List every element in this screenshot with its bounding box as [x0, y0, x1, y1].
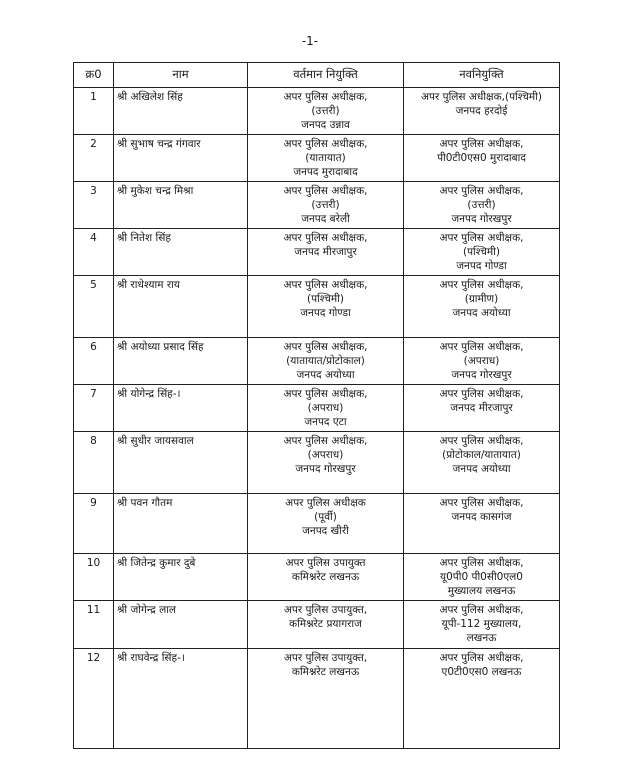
page-number: -1- — [301, 34, 319, 48]
posting-line: जनपद एटा — [304, 416, 347, 428]
table-row — [74, 88, 560, 135]
officer-name-cell: श्री अयोध्या प्रसाद सिंह — [114, 338, 248, 385]
posting-line: अपर पुलिस उपायुक्त — [285, 557, 366, 569]
posting-line: लखनऊ — [466, 632, 497, 644]
table-body — [74, 88, 560, 749]
serial-cell: 9 — [74, 494, 114, 554]
posting-line: (यातायात) — [305, 152, 346, 164]
posting-line: जनपद अयोध्या — [452, 307, 511, 319]
officer-name-cell: श्री पवन गौतम — [114, 494, 248, 554]
posting-line: जनपद अयोध्या — [296, 369, 355, 381]
table-row — [74, 182, 560, 229]
new-posting-cell — [404, 649, 560, 749]
posting-line: अपर पुलिस अधीक्षक, — [283, 185, 368, 197]
officer-name-cell: श्री सुधीर जायसवाल — [114, 432, 248, 494]
table-row — [74, 229, 560, 276]
current-posting-cell — [248, 135, 404, 182]
officer-name-cell: श्री राघवेन्द्र सिंह-। — [114, 649, 248, 749]
posting-line: जनपद बरेली — [301, 213, 350, 225]
posting-line: अपर पुलिस अधीक्षक, — [283, 138, 368, 150]
posting-line: अपर पुलिस अधीक्षक, — [283, 279, 368, 291]
posting-line: ए0टी0एस0 लखनऊ — [441, 666, 522, 678]
current-posting-cell — [248, 432, 404, 494]
posting-line: जनपद कासगंज — [451, 511, 512, 523]
posting-line: अपर पुलिस अधीक्षक, — [439, 341, 524, 353]
officer-name-cell: श्री जोगेन्द्र लाल — [114, 601, 248, 649]
new-posting-cell — [404, 601, 560, 649]
posting-line: कमिश्नरेट प्रयागराज — [289, 618, 362, 630]
table-row — [74, 276, 560, 338]
posting-line: कमिश्नरेट लखनऊ — [291, 666, 360, 678]
table-row — [74, 135, 560, 182]
table-row — [74, 554, 560, 601]
current-posting-cell — [248, 494, 404, 554]
serial-cell: 4 — [74, 229, 114, 276]
header-name: नाम — [114, 63, 248, 88]
table-row — [74, 649, 560, 749]
posting-line: अपर पुलिस अधीक्षक, — [283, 388, 368, 400]
posting-line: जनपद गोरखपुर — [295, 463, 356, 475]
transfer-table — [73, 62, 560, 749]
new-posting-cell — [404, 88, 560, 135]
posting-line: जनपद मीरजापुर — [450, 402, 513, 414]
posting-line: (उत्तरी) — [311, 199, 340, 211]
posting-line: (उत्तरी) — [467, 199, 496, 211]
posting-line: अपर पुलिस अधीक्षक, — [283, 341, 368, 353]
serial-cell: 3 — [74, 182, 114, 229]
current-posting-cell — [248, 385, 404, 432]
serial-cell: 10 — [74, 554, 114, 601]
posting-line: जनपद मुरादाबाद — [293, 166, 358, 178]
current-posting-cell — [248, 554, 404, 601]
posting-line: अपर पुलिस अधीक्षक, — [439, 652, 524, 664]
header-new-posting: नवनियुक्ति — [404, 63, 560, 88]
new-posting-cell — [404, 385, 560, 432]
posting-line: अपर पुलिस अधीक्षक, — [439, 435, 524, 447]
table-row — [74, 338, 560, 385]
officer-name-cell: श्री योगेन्द्र सिंह-। — [114, 385, 248, 432]
serial-cell: 1 — [74, 88, 114, 135]
new-posting-cell — [404, 229, 560, 276]
posting-line: जनपद अयोध्या — [452, 463, 511, 475]
posting-line: अपर पुलिस अधीक्षक, — [439, 604, 524, 616]
posting-line: अपर पुलिस उपायुक्त, — [283, 652, 368, 664]
posting-line: (पश्चिमी) — [462, 246, 500, 258]
posting-line: जनपद गोण्डा — [456, 260, 507, 272]
header-current-posting: वर्तमान नियुक्ति — [248, 63, 404, 88]
new-posting-cell — [404, 338, 560, 385]
table-row — [74, 432, 560, 494]
posting-line: अपर पुलिस अधीक्षक, — [439, 232, 524, 244]
posting-line: जनपद गोरखपुर — [451, 213, 512, 225]
posting-line: जनपद उन्नाव — [301, 119, 350, 131]
serial-cell: 6 — [74, 338, 114, 385]
posting-line: अपर पुलिस अधीक्षक, — [439, 185, 524, 197]
current-posting-cell — [248, 338, 404, 385]
posting-line: अपर पुलिस अधीक्षक, — [439, 138, 524, 150]
posting-line: अपर पुलिस अधीक्षक, — [283, 91, 368, 103]
posting-line: (पूर्वी) — [314, 511, 337, 523]
officer-name-cell: श्री मुकेश चन्द्र मिश्रा — [114, 182, 248, 229]
table-header-row — [74, 63, 560, 88]
posting-line: (यातायात/प्रोटोकाल) — [286, 355, 365, 367]
posting-line: (अपराध) — [463, 355, 500, 367]
posting-line: (पश्चिमी) — [306, 293, 344, 305]
serial-cell: 7 — [74, 385, 114, 432]
posting-line: अपर पुलिस अधीक्षक, — [283, 232, 368, 244]
posting-line: (प्रोटोकाल/यातायात) — [442, 449, 521, 461]
header-serial: क्र0 — [74, 63, 114, 88]
new-posting-cell — [404, 135, 560, 182]
new-posting-cell — [404, 182, 560, 229]
posting-line: जनपद गोरखपुर — [451, 369, 512, 381]
posting-line: पी0टी0एस0 मुरादाबाद — [437, 152, 526, 164]
new-posting-cell — [404, 494, 560, 554]
posting-line: अपर पुलिस अधीक्षक, — [439, 279, 524, 291]
posting-line: अपर पुलिस अधीक्षक,(पश्चिमी) — [421, 91, 542, 103]
posting-line: (उत्तरी) — [311, 105, 340, 117]
posting-line: जनपद गोण्डा — [300, 307, 351, 319]
posting-line: मुख्यालय लखनऊ — [447, 585, 516, 597]
current-posting-cell — [248, 182, 404, 229]
table-row — [74, 494, 560, 554]
posting-line: जनपद हरदोई — [455, 105, 508, 117]
new-posting-cell — [404, 432, 560, 494]
posting-line: अपर पुलिस अधीक्षक, — [439, 388, 524, 400]
officer-name-cell: श्री जितेन्द्र कुमार दुबे — [114, 554, 248, 601]
posting-line: अपर पुलिस अधीक्षक, — [439, 557, 524, 569]
posting-line: अपर पुलिस उपायुक्त, — [283, 604, 368, 616]
current-posting-cell — [248, 229, 404, 276]
posting-line: अपर पुलिस अधीक्षक — [285, 497, 366, 509]
posting-line: (अपराध) — [307, 402, 344, 414]
posting-line: अपर पुलिस अधीक्षक, — [283, 435, 368, 447]
current-posting-cell — [248, 88, 404, 135]
new-posting-cell — [404, 554, 560, 601]
serial-cell: 8 — [74, 432, 114, 494]
posting-line: यू0पी0 पी0सी0एल0 — [440, 571, 523, 583]
table-row — [74, 385, 560, 432]
posting-line: जनपद मीरजापुर — [294, 246, 357, 258]
table-row — [74, 601, 560, 649]
posting-line: यूपी-112 मुख्यालय, — [441, 618, 522, 630]
posting-line: जनपद खीरी — [302, 525, 349, 537]
posting-line: कमिश्नरेट लखनऊ — [291, 571, 360, 583]
serial-cell: 5 — [74, 276, 114, 338]
current-posting-cell — [248, 276, 404, 338]
current-posting-cell — [248, 601, 404, 649]
officer-name-cell: श्री राधेश्याम राय — [114, 276, 248, 338]
serial-cell: 12 — [74, 649, 114, 749]
current-posting-cell — [248, 649, 404, 749]
officer-name-cell: श्री सुभाष चन्द्र गंगवार — [114, 135, 248, 182]
officer-name-cell: श्री नितेश सिंह — [114, 229, 248, 276]
posting-line: (अपराध) — [307, 449, 344, 461]
posting-line: अपर पुलिस अधीक्षक, — [439, 497, 524, 509]
posting-line: (ग्रामीण) — [464, 293, 499, 305]
new-posting-cell — [404, 276, 560, 338]
serial-cell: 2 — [74, 135, 114, 182]
serial-cell: 11 — [74, 601, 114, 649]
officer-name-cell: श्री अखिलेश सिंह — [114, 88, 248, 135]
